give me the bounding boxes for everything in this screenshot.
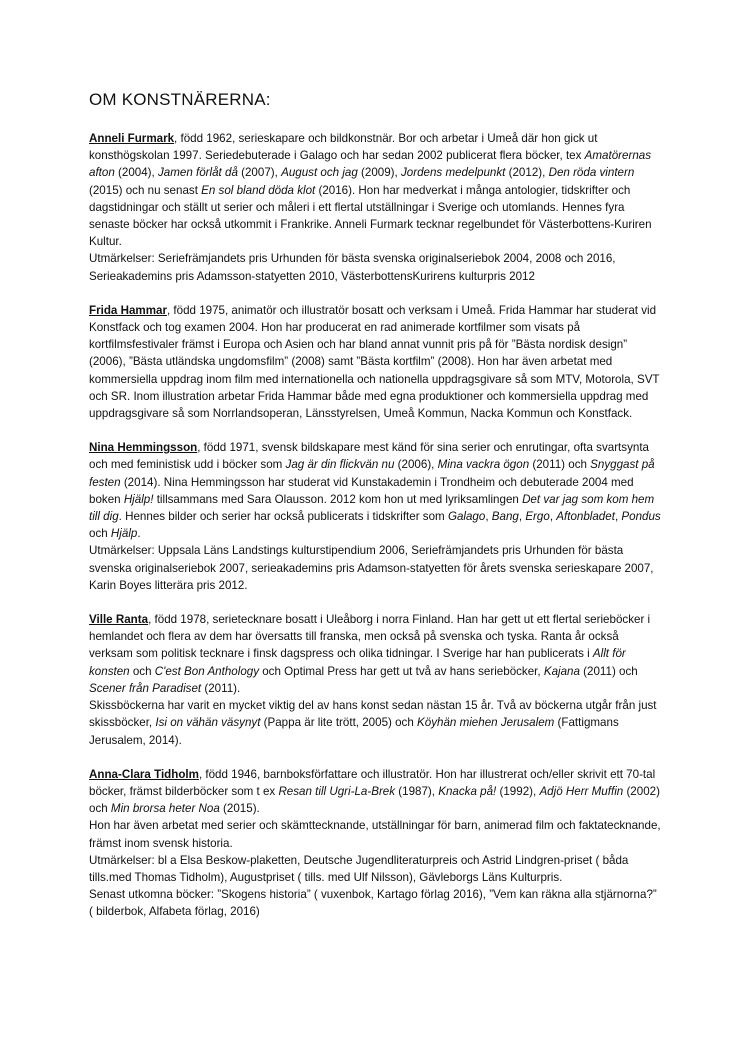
bio-text: , född 1962, serieskapare och bildkonstnär. Bor och arbetar i Umeå där hon gick ut konsthögskolan 1997. Seriedebuterade i Galago och har sedan 2002 publicerat flera böcker, tex	[89, 132, 598, 163]
work-title: En sol bland döda klot	[201, 183, 316, 197]
bio-text: Utmärkelser: bl a Elsa Beskow-plaketten, Deutsche Jugendliteraturpreis och Astrid Lindgren-priset ( båda tills.med Thomas Tidholm), Augustpriset ( tills. med Ulf Nilsson), Gävleborgs Läns Kulturpris.	[89, 853, 629, 884]
work-title: Resan till Ugri-La-Brek	[278, 784, 396, 798]
bio-paragraph	[89, 886, 663, 920]
bio-text: (2012),	[505, 166, 549, 180]
bio-text: ,	[485, 510, 492, 524]
bio-paragraph	[89, 250, 663, 284]
bio-paragraph	[89, 130, 663, 250]
bio-text: ,	[614, 510, 622, 524]
work-title: Ergo	[525, 510, 550, 524]
bio-text: Senast utkomna böcker: ”Skogens historia” ( vuxenbok, Kartago förlag 2016), ”Vem kan räkna alla stjärnorna?” ( bilderbok, Alfabeta förlag, 2016)	[89, 888, 657, 919]
bio-text: .	[137, 527, 141, 541]
bio-text: (2002) och	[89, 784, 660, 816]
artist-bio-list	[89, 130, 663, 921]
work-title: Jag är din flickvän nu	[285, 458, 395, 472]
work-title: Amatörernas afton	[89, 149, 652, 180]
bio-text: ,	[518, 510, 526, 524]
artist-name: Anna-Clara Tidholm	[89, 767, 199, 781]
bio-paragraph	[89, 439, 663, 542]
work-title: Köyhän miehen Jerusalem	[417, 716, 555, 730]
artist-bio	[89, 611, 663, 749]
work-title: Jordens medelpunkt	[400, 166, 506, 180]
artist-name: Ville Ranta	[89, 613, 149, 627]
work-title: Adjö Herr Muffin	[539, 784, 624, 798]
work-title: Hjälp!	[123, 492, 154, 506]
bio-text: ,	[549, 510, 557, 524]
work-title: Aftonbladet	[556, 510, 615, 524]
work-title: Det var jag som kom hem till dig	[89, 492, 655, 524]
work-title: Hjälp	[110, 527, 138, 541]
bio-paragraph	[89, 766, 663, 818]
bio-text: (2015).	[219, 802, 260, 816]
bio-text: (2007),	[237, 166, 282, 180]
bio-text: (2006),	[394, 458, 438, 472]
bio-paragraph	[89, 611, 663, 697]
document-page	[89, 88, 663, 938]
bio-text: . Hennes bilder och serier har också publicerats i tidskrifter som	[118, 510, 448, 524]
artist-bio	[89, 302, 663, 422]
work-title: Allt för konsten	[89, 647, 626, 678]
artist-bio	[89, 130, 663, 285]
bio-text: Utmärkelser: Uppsala Läns Landstings kulturstipendium 2006, Seriefrämjandets pris Urhunden för bästa svenska originalseriebok 2007, serieakademins pris Adamson-statyetten för årets svenska serieskapare 2007, Karin Boyes litterära pris 2012.	[89, 544, 654, 592]
bio-text: , född 1975, animatör och illustratör bosatt och verksam i Umeå. Frida Hammar har studerat vid Konstfack och tog examen 2004. Hon har producerat en rad animerade kortfilmer som visats på kortfilmsfestivaler främst i Europa och Asien och har bland annat vunnit pris på för ”Bästa nordisk design” (2006), ”Bästa utländska ungdomsfilm” (2008) samt ”Bästa kortfilm” (2008). Hon har även arbetat med kommersiella uppdrag inom film med internationella och nationella uppdragsgivare så som MTV, Motorola, SVT och SR. Inom illustration arbetar Frida Hammar både med egna produktioner och kommersiella uppdrag med uppdragsgivare så som Norrlandsoperan, Länsstyrelsen, Umeå Kommun, Nacka Kommun och Konstfack.	[89, 303, 660, 421]
bio-paragraph	[89, 852, 663, 886]
work-title: Snyggast på festen	[89, 458, 655, 489]
bio-text: och Optimal Press har gett ut två av hans serieböcker,	[259, 664, 544, 678]
bio-text: , född 1978, serietecknare bosatt i Uleåborg i norra Finland. Han har gett ut ett flertal serieböcker i hemlandet och flera av dem har översatts till franska, men också på svenska och tyska. Ranta år också verksam som politisk tecknare i finsk dagspress och olika tidningar. I Sverige har han publicerats i	[89, 613, 651, 661]
bio-text: (Pappa är lite trött, 2005) och	[260, 716, 418, 730]
bio-text: (1987),	[395, 784, 439, 798]
bio-text: Skissböckerna har varit en mycket viktig del av hans konst sedan nästan 15 år. Två av böckerna utgår från just skissböcker,	[89, 699, 657, 730]
bio-text: , född 1971, svensk bildskapare mest känd för sina serier och enrutingar, ofta svartsynta och med feministisk udd i böcker som	[89, 441, 649, 472]
bio-text: (2011) och	[529, 458, 591, 472]
work-title: Galago	[447, 510, 486, 524]
bio-text: , född 1946, barnboksförfattare och illustratör. Hon har illustrerat och/eller skrivit ett 70-tal böcker, främst bilderböcker som t ex	[89, 767, 656, 798]
bio-text: (1992),	[496, 784, 540, 798]
page-title: OM KONSTNÄRERNA:	[89, 90, 271, 109]
bio-text: tillsammans med Sara Olausson. 2012 kom hon ut med lyriksamlingen	[153, 492, 523, 506]
bio-text: Hon har även arbetat med serier och skämttecknande, utställningar för barn, animerad film och faktatecknande, främst inom svensk historia.	[89, 819, 661, 850]
bio-text: (2015) och nu senast	[89, 183, 202, 197]
work-title: Jamen förlåt då	[157, 166, 238, 180]
work-title: Isi on vähän väsynyt	[155, 716, 261, 730]
bio-text: (2011).	[201, 681, 241, 695]
bio-text: (2016). Hon har medverkat i många antologier, tidskrifter och dagstidningar och ställt ut serier och måleri i ett flertal utställningar i Sverige och utomlands. Hennes fyra senaste böcker har också utkommit i Frankrike. Anneli Furmark tecknar regelbundet för Västerbottens-Kuriren Kultur.	[89, 183, 652, 249]
work-title: Den röda vintern	[548, 166, 635, 180]
bio-text: och	[89, 527, 111, 541]
bio-paragraph	[89, 302, 663, 422]
bio-paragraph	[89, 817, 663, 851]
work-title: C'est Bon Anthology	[154, 664, 260, 678]
work-title: Mina vackra ögon	[437, 458, 530, 472]
bio-text: (2009),	[357, 166, 401, 180]
work-title: Bang	[491, 510, 519, 524]
bio-paragraph	[89, 697, 663, 749]
work-title: Scener från Paradiset	[89, 681, 202, 695]
work-title: Pondus	[621, 510, 661, 524]
work-title: Min brorsa heter Noa	[110, 802, 220, 816]
work-title: August och jag	[281, 166, 358, 180]
bio-text: och	[129, 664, 155, 678]
bio-text: (2011) och	[579, 664, 638, 678]
bio-text: (2004),	[114, 166, 158, 180]
work-title: Knacka på!	[438, 784, 497, 798]
bio-text: (Fattigmans Jerusalem, 2014).	[89, 716, 619, 747]
bio-text: (2014). Nina Hemmingsson har studerat vid Kunstakademin i Trondheim och debuterade 2004 med boken	[89, 475, 634, 506]
artist-bio	[89, 439, 663, 594]
work-title: Kajana	[543, 664, 580, 678]
bio-paragraph	[89, 542, 663, 594]
artist-bio	[89, 766, 663, 921]
artist-name: Anneli Furmark	[89, 132, 175, 145]
artist-name: Frida Hammar	[89, 303, 167, 317]
bio-text: Utmärkelser: Seriefrämjandets pris Urhunden för bästa svenska originalseriebok 2004, 2008 och 2016, Serieakademins pris Adamsson-statyetten 2010, VästerbottensKurirens kulturpris 2012	[89, 252, 616, 283]
artist-name: Nina Hemmingsson	[89, 441, 198, 455]
